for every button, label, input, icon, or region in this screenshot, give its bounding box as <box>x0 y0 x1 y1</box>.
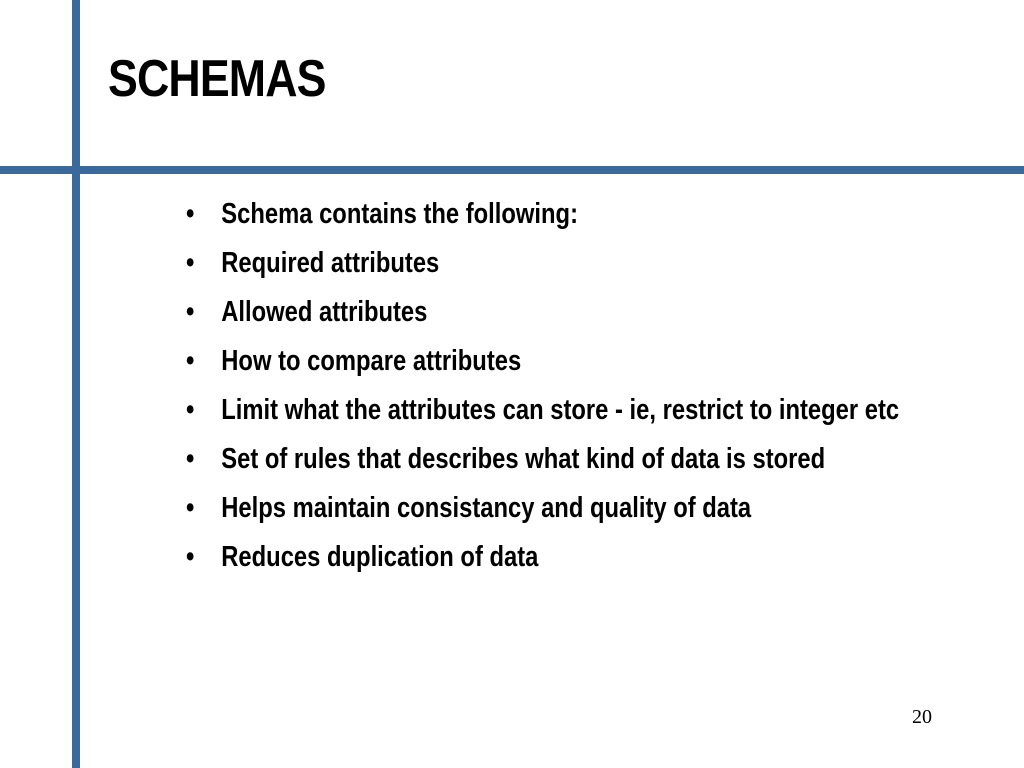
bullet-item <box>186 292 973 333</box>
page-number: 20 <box>912 706 932 728</box>
bullet-item <box>186 537 973 578</box>
bullet-text: How to compare attributes <box>221 345 522 377</box>
vertical-accent-rule <box>72 0 80 768</box>
bullet-item <box>186 390 973 431</box>
bullet-icon: • <box>186 247 195 279</box>
bullet-text: Helps maintain consistancy and quality of data <box>221 492 752 524</box>
bullet-text: Set of rules that describes what kind of data is stored <box>221 443 826 475</box>
bullet-item <box>186 194 973 235</box>
bullet-text: Required attributes <box>221 247 440 279</box>
bullet-icon: • <box>186 443 195 475</box>
bullet-item <box>186 439 973 480</box>
horizontal-accent-rule <box>0 166 1024 174</box>
bullet-icon: • <box>186 492 195 524</box>
bullet-text: Reduces duplication of data <box>221 541 539 573</box>
bullet-text: Limit what the attributes can store - ie, restrict to integer etc <box>221 394 900 426</box>
bullet-item <box>186 341 973 382</box>
bullet-icon: • <box>186 345 195 377</box>
bullet-icon: • <box>186 394 195 426</box>
bullet-icon: • <box>186 198 195 230</box>
bullet-text: Allowed attributes <box>221 296 428 328</box>
slide-title: SCHEMAS <box>108 50 326 108</box>
bullet-icon: • <box>186 296 195 328</box>
bullet-icon: • <box>186 541 195 573</box>
bullet-item <box>186 488 973 529</box>
bullet-item <box>186 243 973 284</box>
bullet-list <box>186 194 973 586</box>
bullet-text: Schema contains the following: <box>221 198 578 230</box>
